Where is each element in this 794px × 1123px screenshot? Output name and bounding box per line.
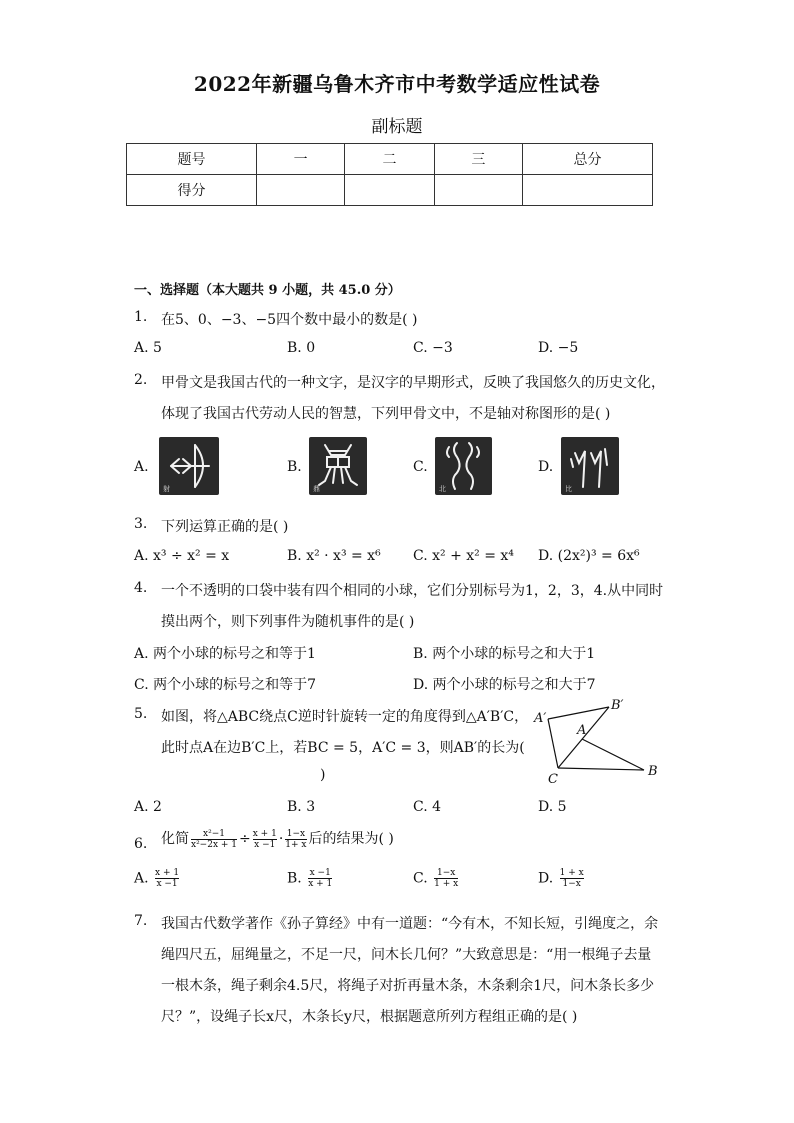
glyph-caption: 射 — [163, 485, 170, 493]
option-a[interactable]: A. 5 — [134, 340, 162, 356]
denominator: x + 1 — [308, 879, 333, 889]
score-cell[interactable] — [345, 175, 434, 206]
option-label: D. — [538, 870, 554, 887]
question-text-line: 摸出两个，则下列事件为随机事件的是( ) — [161, 614, 415, 630]
score-header-cell: 二 — [345, 144, 434, 175]
rotation-triangle-diagram — [530, 695, 670, 785]
question-text: 下列运算正确的是( ) — [161, 519, 289, 535]
question-prefix: 化简 — [161, 831, 189, 847]
denominator: x −1 — [156, 879, 178, 889]
question-text-line: 体现了我国古代劳动人民的智慧，下列甲骨文中，不是轴对称图形的是( ) — [161, 406, 611, 422]
question-number: 2. — [134, 372, 148, 388]
option-label: A. — [134, 870, 149, 887]
denominator: 1 + x — [434, 879, 459, 889]
option-b[interactable]: B. 0 — [287, 340, 316, 356]
question-number: 3. — [134, 516, 148, 532]
option-a[interactable] — [134, 868, 181, 889]
score-header-cell: 一 — [256, 144, 344, 175]
question-text-line: 尺？”，设绳子长x尺，木条长y尺，根据题意所列方程组正确的是( ) — [161, 1009, 578, 1025]
score-cell[interactable] — [256, 175, 344, 206]
exam-subtitle: 副标题 — [371, 117, 423, 137]
section-heading: 一、选择题（本大题共 9 小题，共 45.0 分） — [134, 283, 401, 298]
option-d[interactable]: D. (2x²)³ = 6x⁶ — [538, 548, 640, 564]
option-d[interactable]: D. −5 — [538, 340, 579, 356]
option-d[interactable] — [538, 868, 586, 889]
score-row-label: 得分 — [127, 175, 257, 206]
denominator: 1−x — [560, 878, 584, 889]
question-number: 4. — [134, 580, 148, 596]
numerator: 1−x — [286, 828, 306, 839]
option-b[interactable]: B. — [287, 459, 302, 475]
option-label: B. — [287, 870, 302, 887]
fraction — [155, 868, 179, 889]
question-number: 6. — [134, 836, 148, 852]
option-c[interactable]: C. 4 — [413, 799, 442, 815]
numerator: x −1 — [309, 868, 331, 878]
option-c[interactable]: C. −3 — [413, 340, 453, 356]
question-text-line: 此时点A在边B′C上，若BC = 5，A′C = 3，则AB′的长为( — [161, 740, 525, 756]
vertex-label: B — [648, 764, 658, 779]
question-text-line: ) — [320, 767, 326, 783]
score-header-cell: 题号 — [127, 144, 257, 175]
option-d[interactable]: D. — [538, 459, 554, 475]
numerator: 1 + x — [559, 868, 584, 878]
vertex-label: C — [548, 772, 558, 785]
fraction — [253, 829, 277, 850]
denominator: 1+ x — [285, 839, 307, 850]
operator: ÷ — [239, 831, 251, 847]
vertex-label: A′ — [534, 711, 547, 726]
score-table-score-row — [127, 175, 653, 206]
option-a[interactable]: A. x³ ÷ x² = x — [134, 548, 230, 564]
oracle-glyph-ding-image[interactable] — [309, 437, 367, 495]
glyph-caption: 比 — [565, 485, 572, 493]
question-text-line: 绳四尺五，屈绳量之，不足一尺，问木长几何？”大致意思是：“用一根绳子去量 — [161, 947, 652, 963]
denominator: x −1 — [254, 839, 276, 850]
score-header-cell: 总分 — [522, 144, 652, 175]
numerator: x + 1 — [155, 868, 180, 878]
option-d[interactable]: D. 5 — [538, 799, 567, 815]
score-cell[interactable] — [434, 175, 522, 206]
fraction — [434, 868, 458, 889]
score-cell[interactable] — [522, 175, 652, 206]
option-label: C. — [413, 870, 428, 887]
question-number: 1. — [134, 309, 148, 325]
option-b[interactable] — [287, 868, 334, 889]
glyph-caption: 鼎 — [313, 485, 320, 493]
option-b[interactable]: B. 两个小球的标号之和大于1 — [413, 646, 596, 662]
option-c[interactable]: C. — [413, 459, 428, 475]
question-text-line: 我国古代数学著作《孙子算经》中有一道题：“今有木，不知长短，引绳度之，余 — [161, 916, 659, 932]
question-suffix: 后的结果为( ) — [308, 831, 394, 847]
question-text-line: 一根木条，绳子剩余4.5尺，将绳子对折再量木条，木条剩余1尺，问木条长多少 — [161, 978, 655, 994]
vertex-label: A — [577, 723, 587, 738]
option-c[interactable] — [413, 868, 460, 889]
question-text-line: 如图，将△ABC绕点C逆时针旋转一定的角度得到△A′B′C， — [161, 709, 529, 725]
score-table-header-row — [127, 144, 653, 175]
fraction — [191, 829, 237, 850]
numerator: x²−1 — [203, 828, 225, 839]
question-number: 7. — [134, 913, 148, 929]
question-text — [161, 828, 394, 850]
numerator: 1−x — [436, 868, 456, 878]
question-text: 在5、0、−3、−5四个数中最小的数是( ) — [161, 312, 418, 328]
vertex-label: B′ — [611, 698, 624, 713]
option-b[interactable]: B. 3 — [287, 799, 316, 815]
fraction — [285, 829, 306, 850]
exam-title: 2022年新疆乌鲁木齐市中考数学适应性试卷 — [193, 72, 601, 96]
option-c[interactable]: C. x² + x² = x⁴ — [413, 548, 514, 564]
fraction — [308, 868, 332, 889]
option-c[interactable]: C. 两个小球的标号之和等于7 — [134, 677, 317, 693]
oracle-glyph-bi-image[interactable] — [561, 437, 619, 495]
oracle-glyph-bei-image[interactable] — [435, 437, 492, 495]
option-d[interactable]: D. 两个小球的标号之和大于7 — [413, 677, 596, 693]
option-b[interactable]: B. x² · x³ = x⁶ — [287, 548, 381, 564]
fraction — [560, 868, 584, 889]
score-header-cell: 三 — [434, 144, 522, 175]
glyph-caption: 北 — [439, 485, 446, 493]
operator: · — [278, 831, 284, 847]
question-text-line: 甲骨文是我国古代的一种文字，是汉字的早期形式，反映了我国悠久的历史文化， — [161, 375, 665, 391]
oracle-glyph-she-image[interactable] — [159, 437, 219, 495]
denominator: x²−2x + 1 — [191, 839, 238, 850]
option-a[interactable]: A. 两个小球的标号之和等于1 — [134, 646, 316, 662]
question-number: 5. — [134, 706, 148, 722]
score-table — [126, 143, 653, 206]
question-text-line: 一个不透明的口袋中装有四个相同的小球，它们分别标号为1，2，3，4.从中同时 — [161, 583, 664, 599]
numerator: x + 1 — [252, 828, 277, 839]
option-a[interactable]: A. 2 — [134, 799, 162, 815]
option-a[interactable]: A. — [134, 459, 149, 475]
